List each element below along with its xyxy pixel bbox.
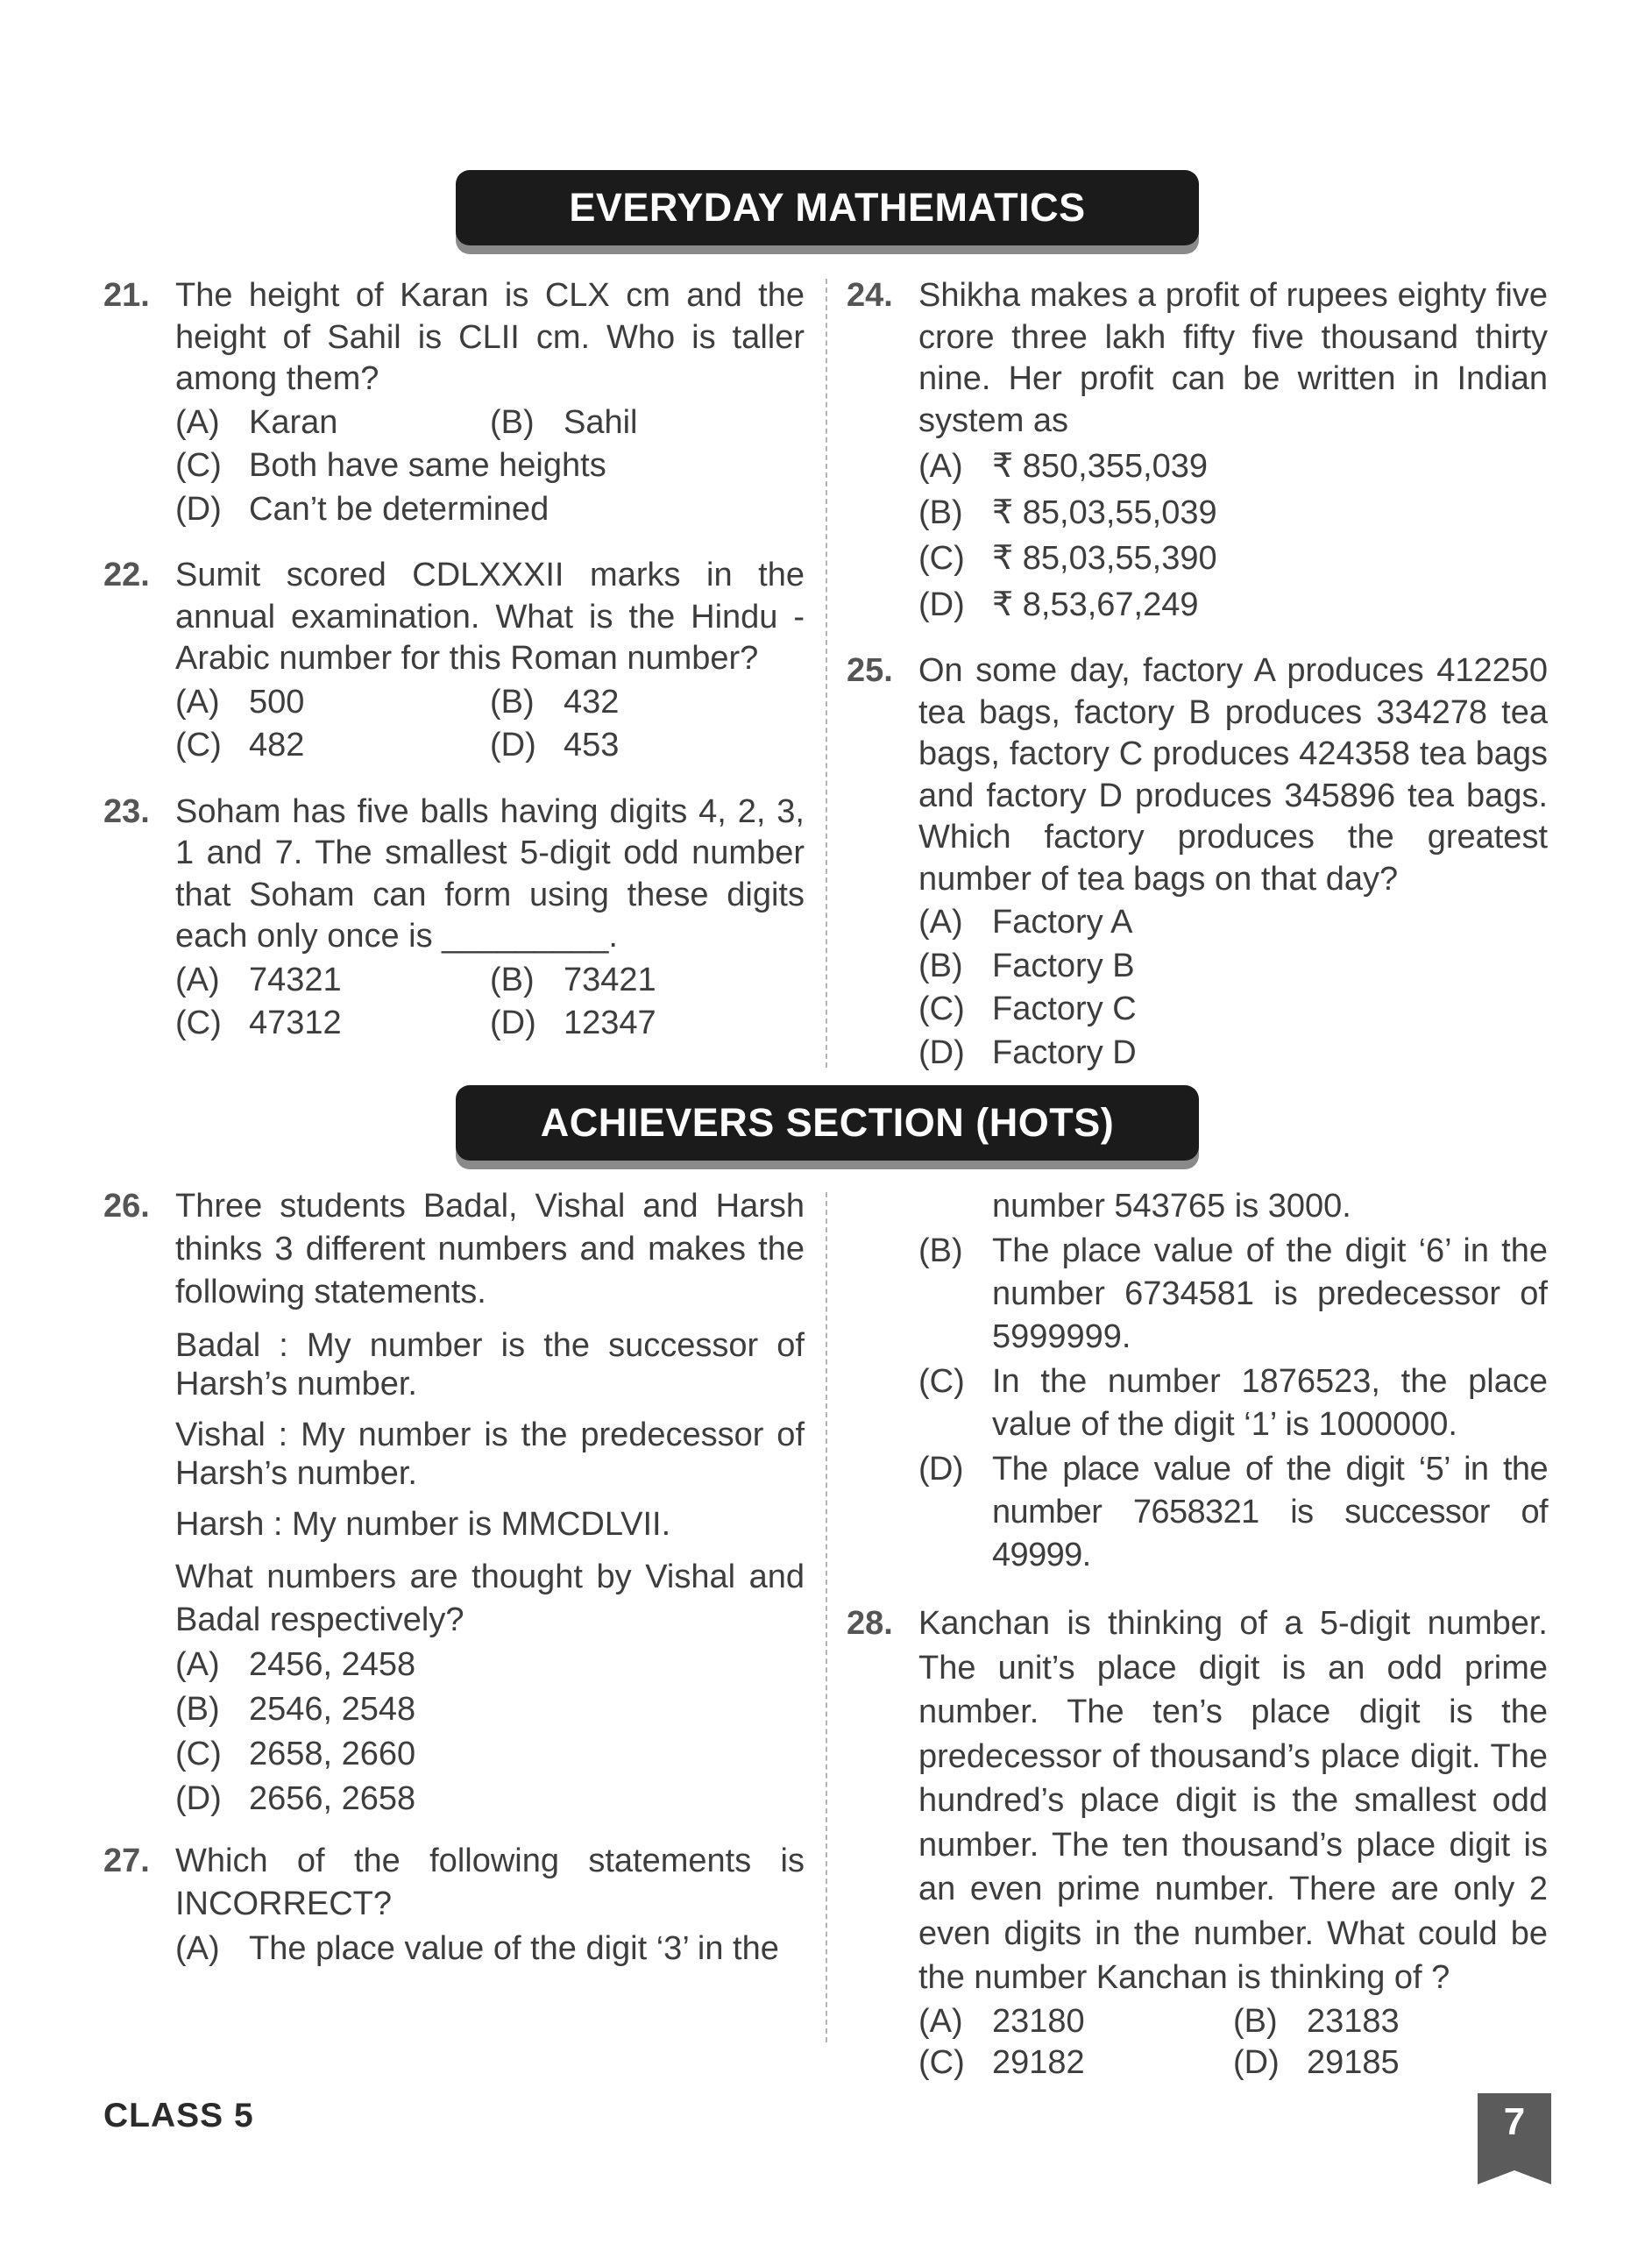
question-number: 27.: [103, 1843, 150, 1879]
option-c[interactable]: (C) Both have same heights: [175, 447, 606, 484]
option-a[interactable]: (A) 74321: [175, 961, 342, 998]
option-d[interactable]: (D) The place value of the digit ‘5’ in the number 7658321 is successor of 49999.: [918, 1451, 1548, 1573]
option-a[interactable]: (A) ₹ 850,355,039: [918, 446, 1209, 485]
option-b[interactable]: (B) 2546, 2548: [175, 1691, 416, 1728]
statement-vishal: Vishal : My number is the predecessor of Harsh’s number.: [175, 1417, 805, 1492]
column-divider-top: [826, 279, 827, 1068]
option-a[interactable]: (A) 2456, 2458: [175, 1646, 416, 1683]
rupee-icon: ₹: [992, 584, 1014, 623]
section-header-achievers: ACHIEVERS SECTION (HOTS): [456, 1085, 1199, 1161]
question-number: 26.: [103, 1188, 150, 1225]
option-d[interactable]: (D) Factory D: [918, 1033, 1137, 1071]
option-b[interactable]: (B) ₹ 85,03,55,039: [918, 492, 1217, 531]
question-27: [103, 1840, 805, 1971]
question-21: [103, 275, 805, 530]
question-text: Shikha makes a profit of rupees eighty five crore three lakh fifty five thousand thirty nine. Her profit can be written in Indian system as: [918, 277, 1548, 439]
question-number: 25.: [847, 652, 893, 689]
option-b[interactable]: (B) 23183: [1233, 2002, 1400, 2040]
rupee-icon: ₹: [992, 446, 1014, 485]
left-column-bottom: [103, 1185, 805, 1971]
option-b[interactable]: (B) 432: [490, 683, 620, 721]
option-c[interactable]: (C) 47312: [175, 1005, 342, 1041]
question-number: 28.: [847, 1605, 893, 1642]
question-27-continued: [847, 1185, 1548, 1577]
option-c[interactable]: (C) In the number 1876523, the place value of the digit ‘1’ is 1000000.: [918, 1363, 1548, 1443]
question-22: [103, 555, 805, 767]
statement-badal: Badal : My number is the successor of Harsh’s number.: [175, 1327, 805, 1402]
option-b[interactable]: (B) Sahil: [490, 403, 638, 441]
rupee-icon: ₹: [992, 538, 1014, 577]
option-a[interactable]: (A) 23180: [918, 2002, 1085, 2040]
page-number: 7: [1478, 2093, 1551, 2170]
option-a[interactable]: (A) 500: [175, 683, 305, 721]
option-b[interactable]: (B) The place value of the digit ‘6’ in the number 6734581 is predecessor of 5999999.: [918, 1232, 1548, 1355]
question-23: [103, 792, 805, 1045]
question-text: On some day, factory A produces 412250 tea bags, factory B produces 334278 tea bags, factory C produces 424358 tea bags and factory D produces 345896 tea bags. Which factory produces the greatest number of tea bags on that day?: [918, 652, 1548, 898]
question-text: The height of Karan is CLX cm and the height of Sahil is CLII cm. Who is taller among them?: [175, 277, 805, 397]
question-number: 24.: [847, 277, 893, 314]
option-a[interactable]: (A) Factory A: [918, 904, 1133, 941]
option-d[interactable]: (D) 2656, 2658: [175, 1780, 416, 1817]
option-a-continued: number 543765 is 3000.: [992, 1188, 1351, 1225]
statement-harsh: Harsh : My number is MMCDLVII.: [175, 1506, 671, 1543]
option-c[interactable]: (C) ₹ 85,03,55,390: [918, 538, 1217, 577]
option-d[interactable]: (D) 453: [490, 727, 620, 763]
option-c[interactable]: (C) 482: [175, 727, 305, 763]
option-d[interactable]: (D) Can’t be determined: [175, 490, 549, 528]
option-d[interactable]: (D) ₹ 8,53,67,249: [918, 584, 1199, 623]
option-c[interactable]: (C) 2658, 2660: [175, 1736, 416, 1772]
statement-question: What numbers are thought by Vishal and Badal respectively?: [175, 1559, 805, 1638]
question-26: [103, 1185, 805, 1821]
question-number: 23.: [103, 792, 150, 830]
question-text: Sumit scored CDLXXXII marks in the annual examination. What is the Hindu - Arabic number for this Roman number?: [175, 557, 805, 677]
option-c[interactable]: (C) Factory C: [918, 991, 1137, 1027]
option-a[interactable]: (A) Karan: [175, 403, 338, 441]
question-text: Three students Badal, Vishal and Harsh thinks 3 different numbers and makes the following statements.: [175, 1188, 805, 1310]
question-number: 21.: [103, 277, 150, 314]
option-d[interactable]: (D) 29185: [1233, 2043, 1400, 2081]
option-c[interactable]: (C) 29182: [918, 2043, 1085, 2081]
question-24: [847, 275, 1548, 626]
section-header-everyday-mathematics: EVERYDAY MATHEMATICS: [456, 170, 1199, 245]
left-column-top: [103, 275, 805, 1045]
class-label: CLASS 5: [103, 2097, 254, 2134]
question-number: 22.: [103, 557, 150, 593]
right-column-bottom: [847, 1185, 1548, 2083]
question-text: Kanchan is thinking of a 5-digit number. The unit’s place digit is an odd prime number. The ten’s place digit is the predecessor of thousand’s place digit. The hundred’s place digit is the smallest odd number. The ten thousand’s place digit is an even prime number. There are only 2 even digits in the number. What could be the number Kanchan is thinking of ?: [918, 1605, 1548, 1996]
right-column-top: [847, 275, 1548, 1074]
question-28: [847, 1601, 1548, 2083]
option-d[interactable]: (D) 12347: [490, 1005, 656, 1041]
option-a[interactable]: (A) The place value of the digit ‘3’ in the: [175, 1930, 779, 1967]
question-text: Which of the following statements is INCORRECT?: [175, 1843, 805, 1922]
option-b[interactable]: (B) Factory B: [918, 947, 1135, 984]
question-text: Soham has five balls having digits 4, 2, 3, 1 and 7. The smallest 5-digit odd number that Soham can form using these digits each only once is _________.: [175, 792, 805, 955]
option-b[interactable]: (B) 73421: [490, 961, 656, 998]
question-25: [847, 650, 1548, 1074]
column-divider-bottom: [826, 1192, 827, 2042]
rupee-icon: ₹: [992, 492, 1014, 531]
